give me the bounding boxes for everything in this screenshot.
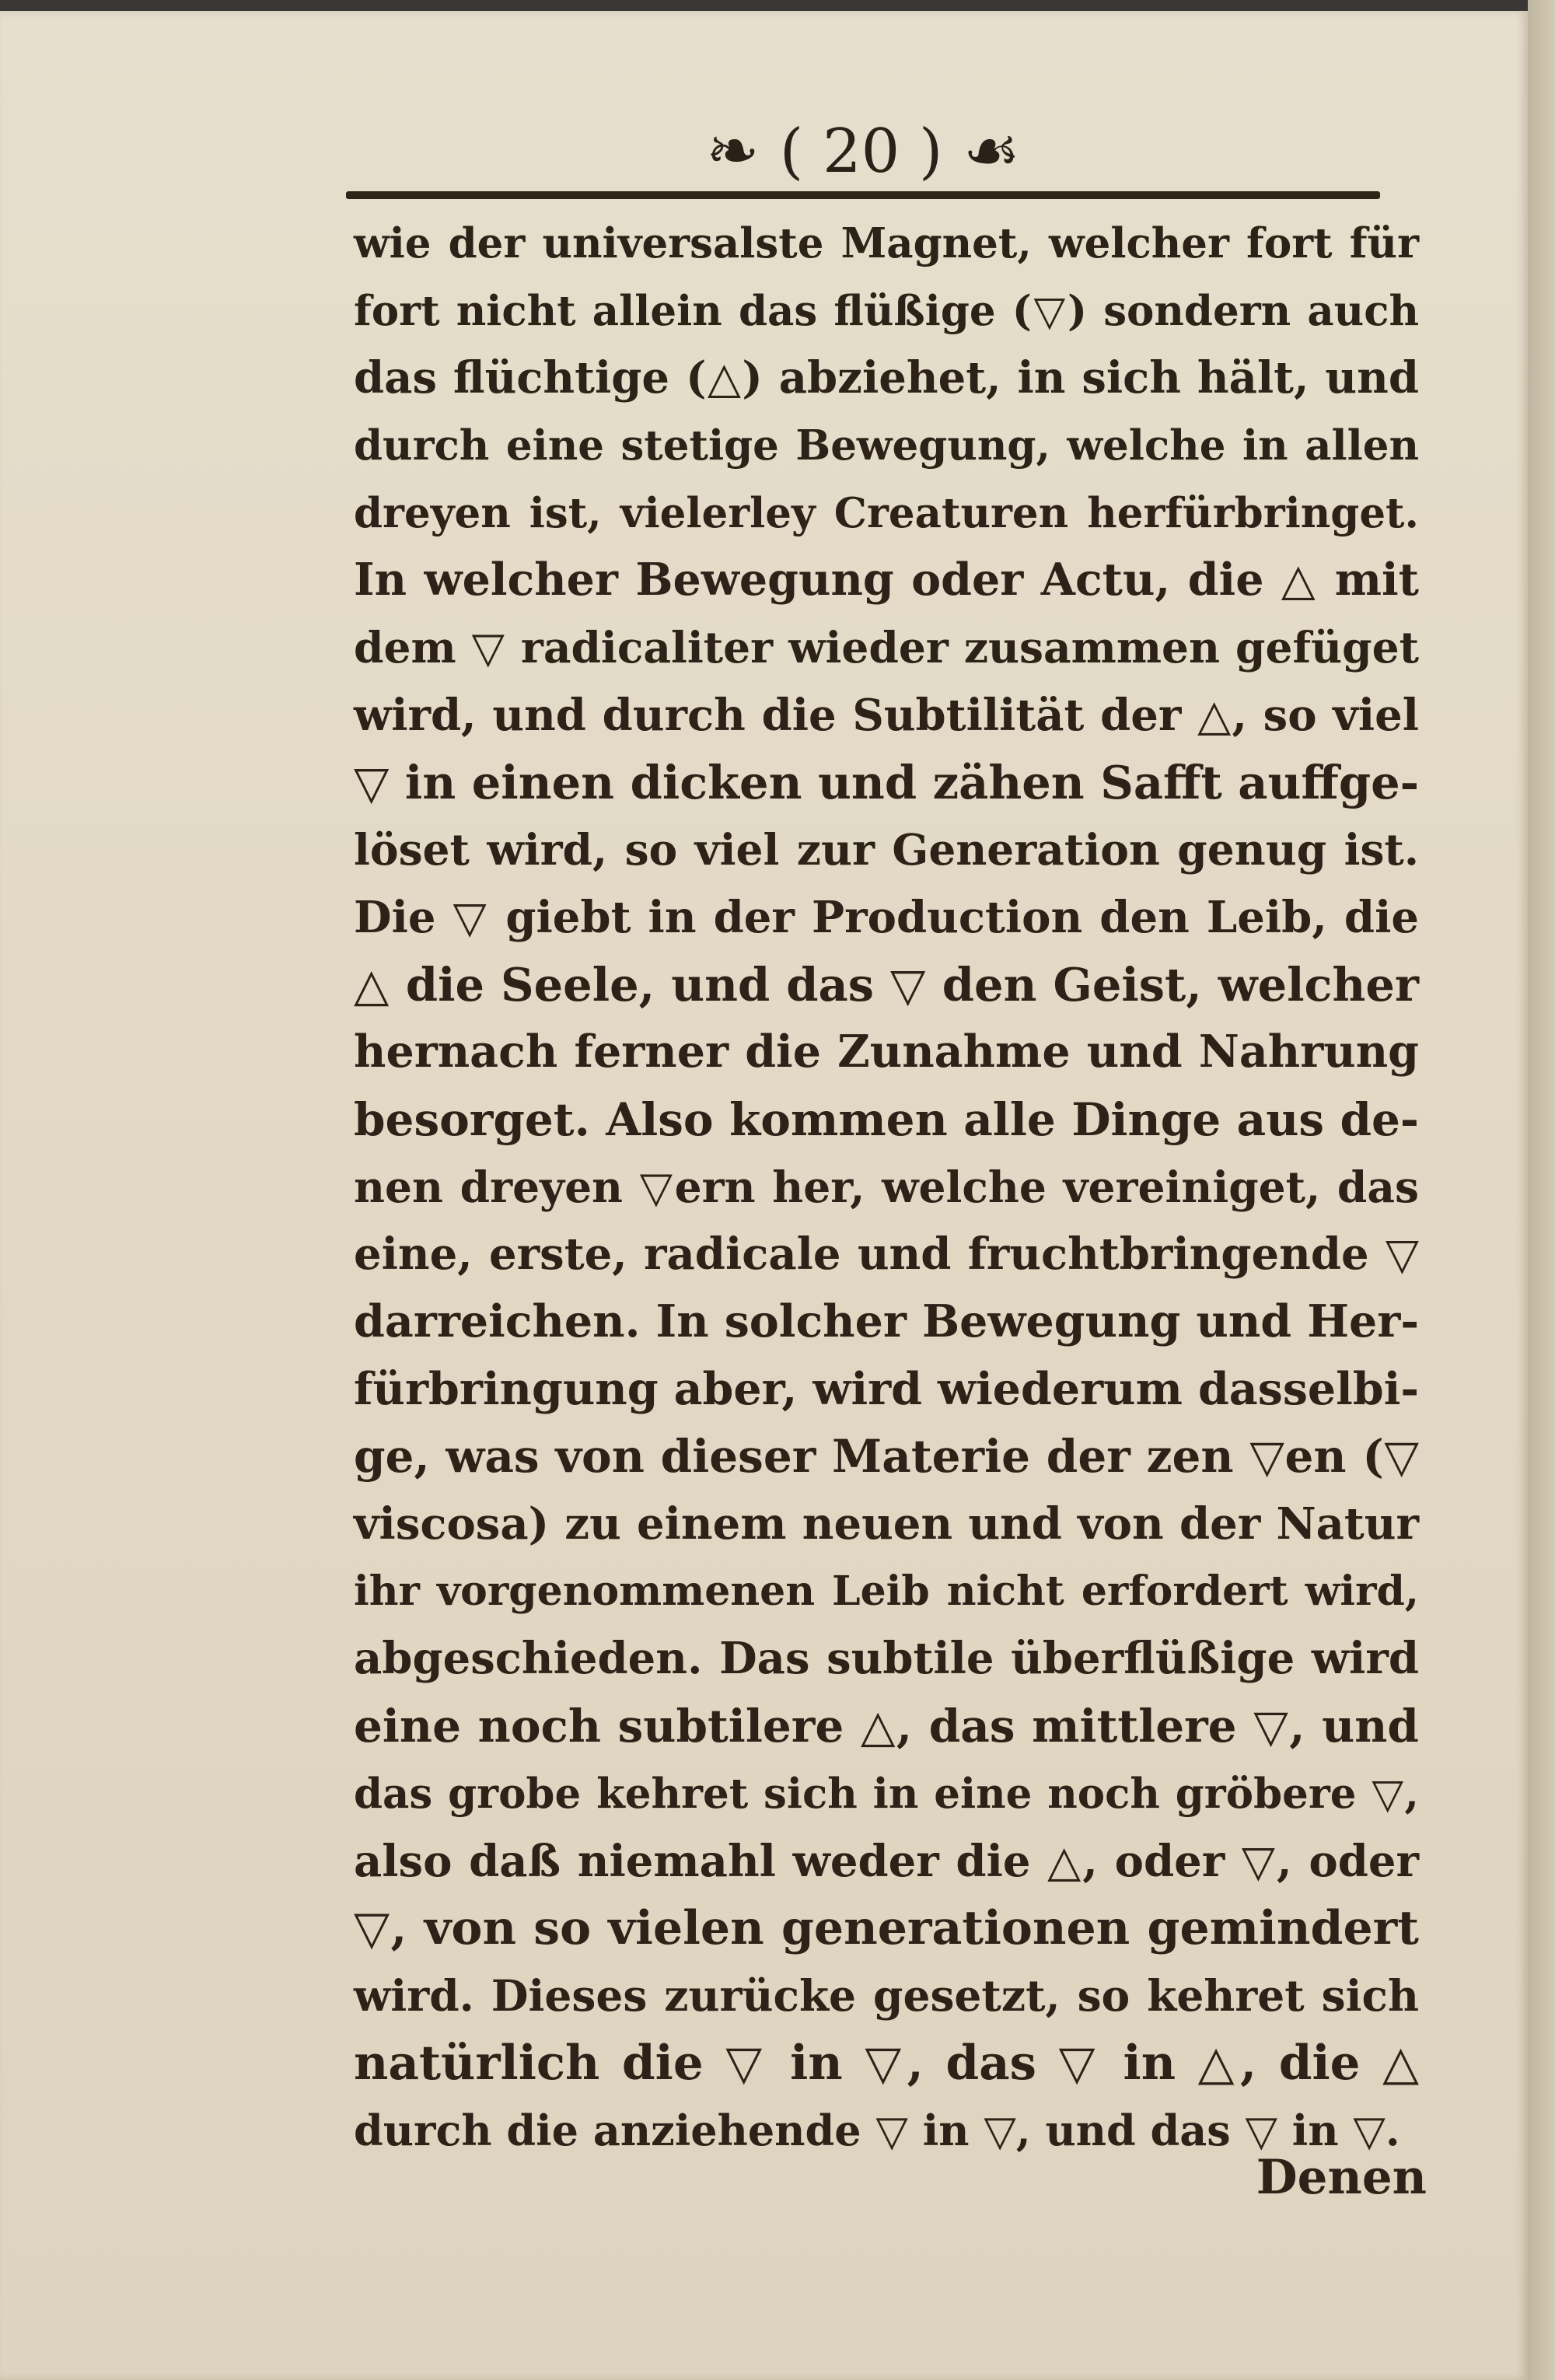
ornament-left-icon: ❧: [706, 114, 760, 188]
text-line: wird. Dieses zurücke gesetzt, so kehret sich: [354, 1969, 1419, 2021]
text-line: eine noch subtilere △, das mittlere ▽, und: [354, 1700, 1419, 1753]
text-line: durch eine stetige Bewegung, welche in allen: [354, 421, 1419, 470]
text-line: abgeschieden. Das subtile überflüßige wird: [354, 1633, 1419, 1685]
scan-right-edge: [1528, 0, 1555, 2380]
text-line: Die ▽ giebt in der Production den Leib, die: [354, 891, 1419, 943]
text-line: ▽ in einen dicken und zähen Safft auffge-: [354, 755, 1420, 809]
ornament-right-icon: ☙: [963, 114, 1020, 188]
text-line: eine, erste, radicale und fruchtbringende ▽: [354, 1228, 1419, 1281]
text-line: dreyen ist, vielerley Creaturen herfürbringet.: [354, 488, 1419, 537]
scan-top-edge: [0, 0, 1555, 11]
text-line: natürlich die ▽ in ▽, das ▽ in △, die △: [354, 2035, 1419, 2091]
text-line: ▽, von so vielen generationen gemindert: [354, 1901, 1419, 1956]
text-line: durch die anziehende ▽ in ▽, und das ▽ in ▽.: [354, 2106, 1400, 2156]
text-line: löset wird, so viel zur Generation genug ist.: [354, 824, 1419, 875]
text-line: besorget. Also kommen alle Dinge aus de-: [354, 1092, 1419, 1146]
text-line: nen dreyen ▽ern her, welche vereiniget, das: [354, 1161, 1419, 1212]
text-line: In welcher Bewegung oder Actu, die △ mit: [354, 554, 1419, 606]
text-line: dem ▽ radicaliter wieder zusammen gefüget: [354, 622, 1419, 673]
body-text: [354, 210, 1419, 2165]
text-line: also daß niemahl weder die △, oder ▽, oder: [354, 1835, 1419, 1887]
text-line: fürbringung aber, wird wiederum dasselbi-: [354, 1362, 1419, 1415]
text-line: fort nicht allein das flüßige (▽) sondern auch: [354, 286, 1419, 335]
text-line: wird, und durch die Subtilität der △, so viel: [354, 689, 1419, 741]
text-line: wie der universalste Magnet, welcher fort für: [354, 219, 1419, 267]
text-line: darreichen. In solcher Bewegung und Her-: [354, 1295, 1419, 1347]
text-line: das flüchtige (△) abziehet, in sich hält, und: [354, 352, 1419, 404]
page-header: [346, 114, 1380, 188]
catchword: Denen: [1256, 2150, 1427, 2205]
text-line: das grobe kehret sich in eine noch gröbere ▽,: [354, 1769, 1419, 1818]
text-line: △ die Seele, und das ▽ den Geist, welcher: [354, 957, 1419, 1012]
header-rule: [346, 191, 1380, 199]
text-line: viscosa) zu einem neuen und von der Natur: [354, 1498, 1419, 1550]
text-line: ihr vorgenommenen Leib nicht erfordert wird,: [354, 1567, 1419, 1615]
page-number: ( 20 ): [779, 117, 943, 187]
text-line: hernach ferner die Zunahme und Nahrung: [354, 1026, 1419, 1078]
text-line: ge, was von dieser Materie der zen ▽en (▽: [354, 1430, 1419, 1484]
